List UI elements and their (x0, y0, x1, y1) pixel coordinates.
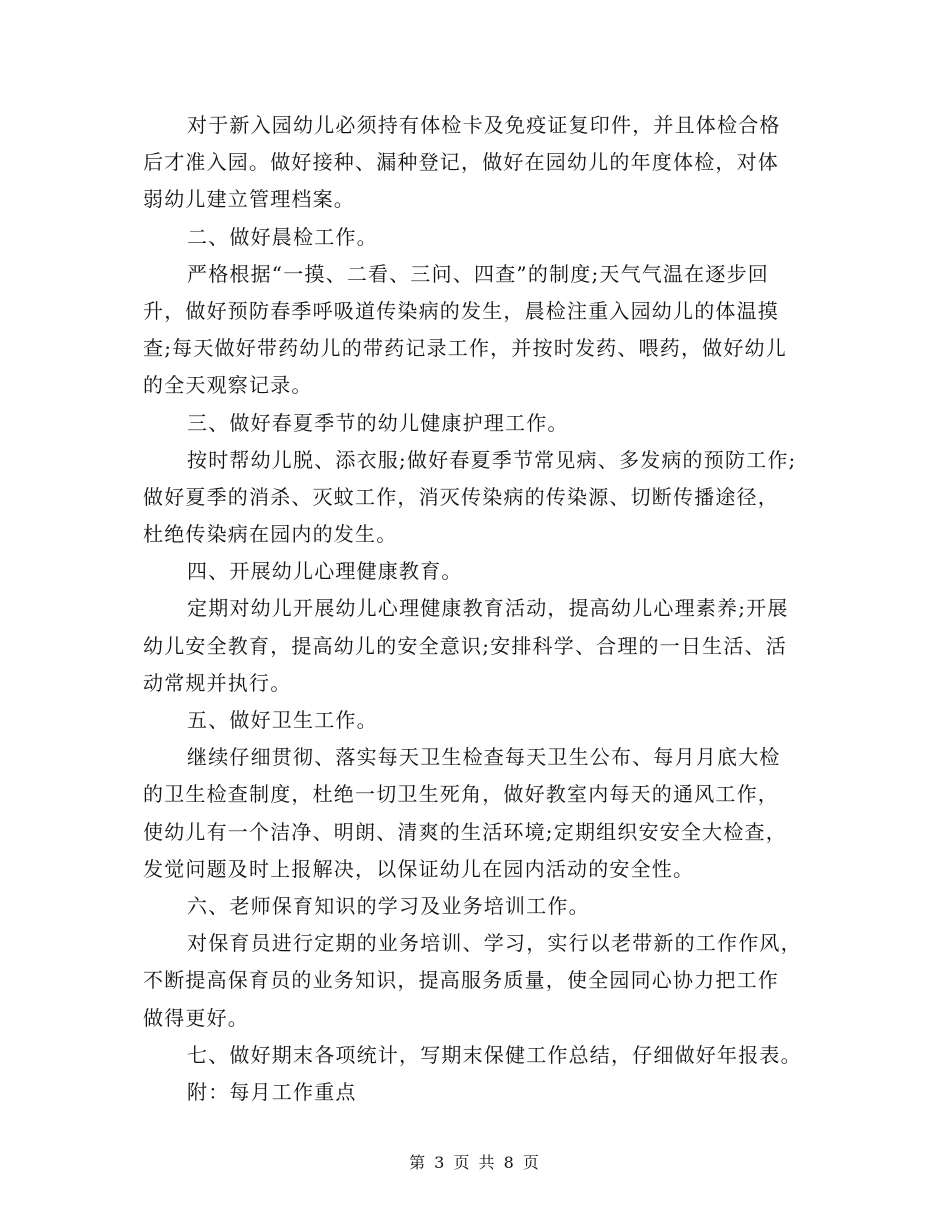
text-line-10: 按时帮幼儿脱、添衣服;做好春夏季节常见病、多发病的预防工作; (187, 447, 797, 472)
text-line-1: 对于新入园幼儿必须持有体检卡及免疫证复印件，并且体检合格 (187, 113, 781, 137)
section-heading-6: 六、老师保育知识的学习及业务培训工作。 (187, 893, 590, 918)
document-body (143, 107, 823, 1111)
text-line-6: 升，做好预防春季呼吸道传染病的发生，晨检注重入园幼儿的体温摸 (143, 298, 779, 323)
text-line-15: 幼儿安全教育，提高幼儿的安全意识;安排科学、合理的一日生活、活 (143, 633, 787, 658)
text-line-24: 不断提高保育员的业务知识，提高服务质量，使全园同心协力把工作 (143, 968, 779, 993)
text-line-14: 定期对幼儿开展幼儿心理健康教育活动，提高幼儿心理素养;开展 (187, 596, 789, 621)
page-number: 第 3 页 共 8 页 (409, 1153, 541, 1172)
section-heading-3: 三、做好春夏季节的幼儿健康护理工作。 (187, 410, 569, 435)
text-line-25: 做得更好。 (143, 1005, 249, 1030)
text-line-8: 的全天观察记录。 (143, 373, 313, 398)
section-heading-4: 四、开展幼儿心理健康教育。 (187, 559, 463, 584)
text-line-20: 使幼儿有一个洁净、明朗、清爽的生活环境;定期组织安安全大检查， (143, 819, 787, 844)
section-heading-2: 二、做好晨检工作。 (187, 224, 378, 249)
appendix-heading: 附：每月工作重点 (187, 1079, 357, 1104)
text-line-16: 动常规并执行。 (143, 670, 292, 695)
text-line-21: 发觉问题及时上报解决，以保证幼儿在园内活动的安全性。 (143, 856, 695, 881)
section-heading-7: 七、做好期末各项统计，写期末保健工作总结，仔细做好年报表。 (187, 1042, 802, 1067)
text-line-2: 后才准入园。做好接种、漏种登记，做好在园幼儿的年度体检，对体 (143, 150, 779, 175)
section-heading-5: 五、做好卫生工作。 (187, 708, 378, 732)
page-footer (0, 1153, 950, 1173)
text-line-7: 查;每天做好带药幼儿的带药记录工作，并按时发药、喂药，做好幼儿 (143, 336, 787, 361)
text-line-23: 对保育员进行定期的业务培训、学习，实行以老带新的工作作风， (187, 931, 802, 956)
text-line-3: 弱幼儿建立管理档案。 (143, 187, 355, 212)
text-line-19: 的卫生检查制度，杜绝一切卫生死角，做好教室内每天的通风工作， (143, 782, 779, 807)
text-line-12: 杜绝传染病在园内的发生。 (143, 522, 398, 547)
text-line-11: 做好夏季的消杀、灭蚊工作，消灭传染病的传染源、切断传播途径， (143, 484, 779, 509)
text-line-5: 严格根据“一摸、二看、三问、四查”的制度;天气气温在逐步回 (187, 261, 769, 286)
text-line-18: 继续仔细贯彻、落实每天卫生检查每天卫生公布、每月月底大检 (187, 745, 781, 770)
